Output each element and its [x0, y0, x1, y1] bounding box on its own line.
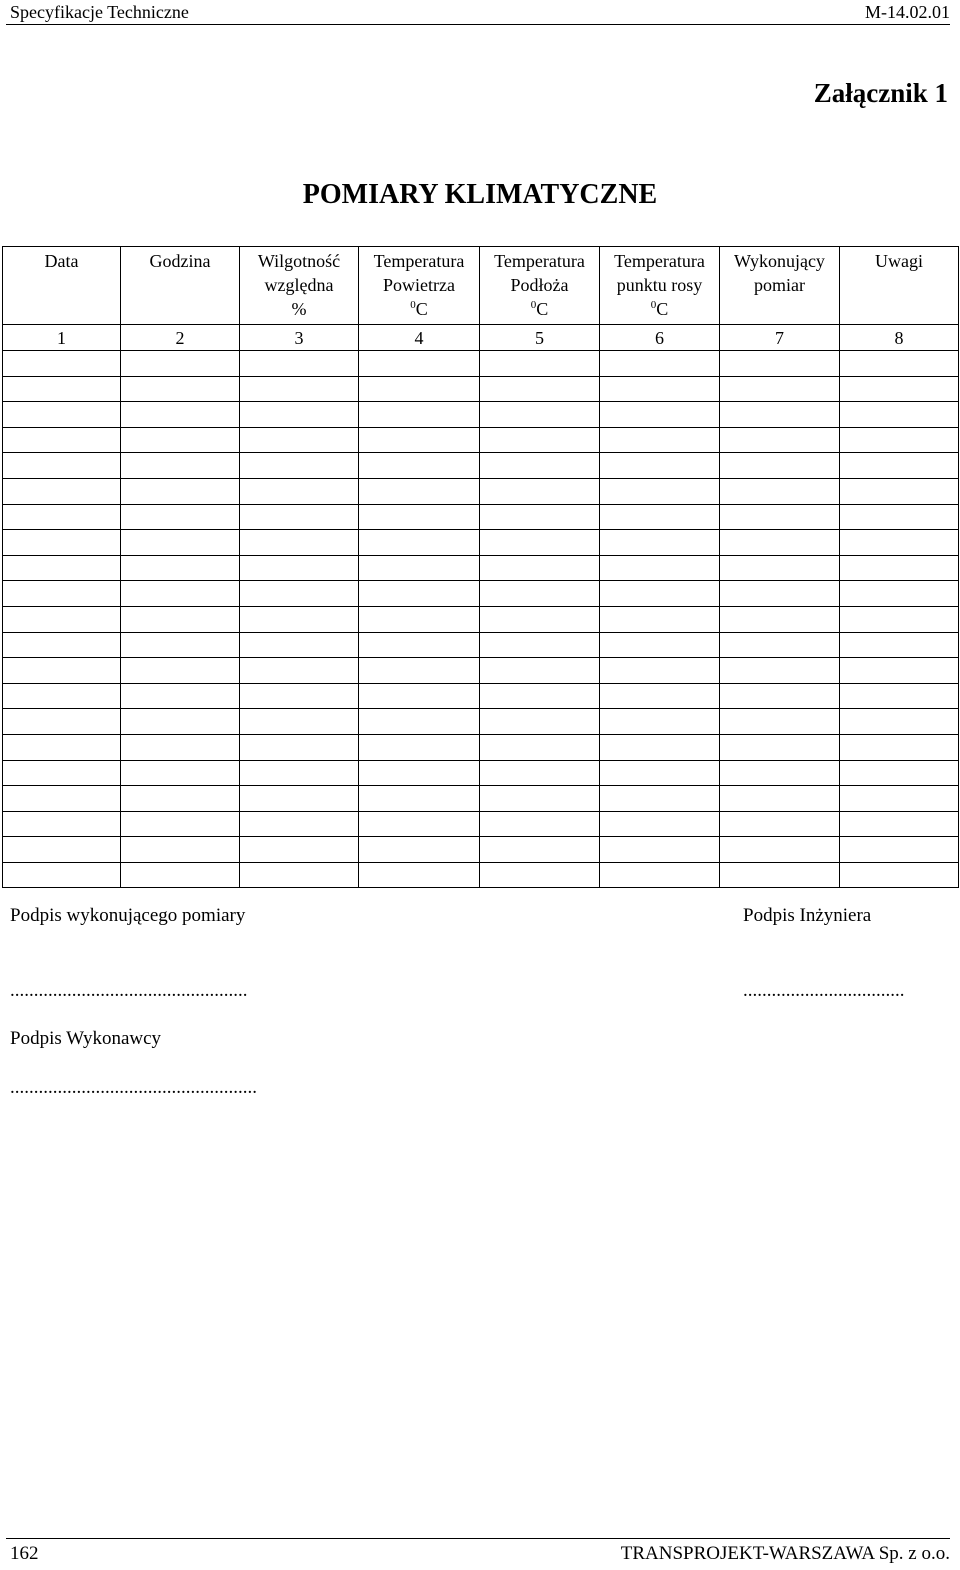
- unit-symbol: C: [656, 299, 669, 319]
- table-cell[interactable]: [3, 709, 121, 735]
- column-header: [359, 247, 480, 325]
- table-row: [3, 453, 959, 479]
- table-row: [3, 581, 959, 607]
- table-cell[interactable]: [240, 709, 359, 735]
- table-row: [3, 504, 959, 530]
- column-header: [3, 247, 121, 325]
- table-cell[interactable]: [480, 811, 600, 837]
- table-cell[interactable]: [840, 351, 959, 377]
- table-cell[interactable]: [480, 453, 600, 479]
- table-cell[interactable]: [359, 811, 480, 837]
- table-cell[interactable]: [359, 453, 480, 479]
- page-header: [6, 0, 950, 25]
- table-cell[interactable]: [121, 478, 240, 504]
- table-cell[interactable]: [3, 530, 121, 556]
- table-cell[interactable]: [480, 478, 600, 504]
- table-row: [3, 530, 959, 556]
- table-cell[interactable]: [840, 734, 959, 760]
- table-row: [3, 811, 959, 837]
- table-row: [3, 709, 959, 735]
- unit-superscript: 0: [650, 299, 657, 311]
- table-cell[interactable]: [359, 658, 480, 684]
- table-cell[interactable]: [480, 760, 600, 786]
- table-cell[interactable]: [121, 351, 240, 377]
- table-cell[interactable]: [359, 581, 480, 607]
- column-number: 5: [480, 325, 600, 351]
- unit-symbol: C: [415, 299, 428, 319]
- table-cell[interactable]: [121, 760, 240, 786]
- table-row: [3, 427, 959, 453]
- table-cell[interactable]: [3, 862, 121, 888]
- table-row: [3, 683, 959, 709]
- table-cell[interactable]: [121, 555, 240, 581]
- column-header-line: Podłoża: [510, 275, 569, 295]
- table-cell[interactable]: [359, 606, 480, 632]
- table-cell[interactable]: [240, 555, 359, 581]
- engineer-signature-line[interactable]: ..................................: [743, 980, 905, 1001]
- table-cell[interactable]: [720, 478, 840, 504]
- table-row: [3, 478, 959, 504]
- column-number-row: [3, 325, 959, 351]
- column-number: 8: [840, 325, 959, 351]
- table-cell[interactable]: [600, 734, 720, 760]
- table-cell[interactable]: [3, 402, 121, 428]
- table-cell[interactable]: [840, 555, 959, 581]
- column-number: 3: [240, 325, 359, 351]
- column-number: 1: [3, 325, 121, 351]
- table-cell[interactable]: [480, 504, 600, 530]
- table-cell[interactable]: [720, 530, 840, 556]
- table-cell[interactable]: [121, 453, 240, 479]
- table-cell[interactable]: [240, 683, 359, 709]
- table-cell[interactable]: [600, 402, 720, 428]
- table-cell[interactable]: [600, 581, 720, 607]
- column-unit: [600, 297, 719, 321]
- table-cell[interactable]: [3, 760, 121, 786]
- header-document-code: M-14.02.01: [865, 2, 950, 22]
- table-cell[interactable]: [240, 837, 359, 863]
- column-number: 4: [359, 325, 480, 351]
- table-cell[interactable]: [480, 581, 600, 607]
- table-cell[interactable]: [480, 402, 600, 428]
- table-cell[interactable]: [600, 453, 720, 479]
- column-header: [840, 247, 959, 325]
- table-cell[interactable]: [359, 862, 480, 888]
- table-cell[interactable]: [480, 658, 600, 684]
- table-row: [3, 402, 959, 428]
- table-cell[interactable]: [480, 606, 600, 632]
- table-row: [3, 734, 959, 760]
- column-header-line: Temperatura: [494, 251, 585, 271]
- table-cell[interactable]: [600, 658, 720, 684]
- column-header-line: Temperatura: [373, 251, 465, 271]
- column-header-line: Wykonujący: [734, 251, 825, 271]
- table-cell[interactable]: [3, 837, 121, 863]
- table-cell[interactable]: [840, 453, 959, 479]
- table-cell[interactable]: [121, 658, 240, 684]
- table-cell[interactable]: [720, 786, 840, 812]
- column-header-line: %: [291, 299, 307, 319]
- table-cell[interactable]: [720, 760, 840, 786]
- table-cell[interactable]: [840, 786, 959, 812]
- table-cell[interactable]: [720, 555, 840, 581]
- table-cell[interactable]: [359, 760, 480, 786]
- table-cell[interactable]: [480, 683, 600, 709]
- table-cell[interactable]: [600, 530, 720, 556]
- table-cell[interactable]: [359, 427, 480, 453]
- table-row: [3, 555, 959, 581]
- table-cell[interactable]: [3, 632, 121, 658]
- table-cell[interactable]: [840, 606, 959, 632]
- table-cell[interactable]: [3, 555, 121, 581]
- table-cell[interactable]: [240, 734, 359, 760]
- column-header: [121, 247, 240, 325]
- table-cell[interactable]: [600, 606, 720, 632]
- table-row: [3, 632, 959, 658]
- table-cell[interactable]: [600, 351, 720, 377]
- header-document-title: Specyfikacje Techniczne: [10, 2, 189, 22]
- table-cell[interactable]: [359, 734, 480, 760]
- table-cell[interactable]: [720, 351, 840, 377]
- table-cell[interactable]: [240, 427, 359, 453]
- column-header-line: Wilgotność: [257, 251, 341, 271]
- table-cell[interactable]: [600, 837, 720, 863]
- column-header-line: Temperatura: [614, 251, 705, 271]
- table-cell[interactable]: [359, 555, 480, 581]
- table-cell[interactable]: [600, 709, 720, 735]
- table-cell[interactable]: [480, 376, 600, 402]
- table-cell[interactable]: [240, 402, 359, 428]
- table-cell[interactable]: [359, 709, 480, 735]
- table-cell[interactable]: [840, 427, 959, 453]
- table-header-row: [3, 247, 959, 325]
- table-cell[interactable]: [720, 606, 840, 632]
- table-cell[interactable]: [480, 632, 600, 658]
- table-cell[interactable]: [240, 862, 359, 888]
- table-row: [3, 862, 959, 888]
- table-cell[interactable]: [720, 658, 840, 684]
- table-cell[interactable]: [720, 427, 840, 453]
- column-number: 2: [121, 325, 240, 351]
- column-header: [720, 247, 840, 325]
- table-cell[interactable]: [720, 376, 840, 402]
- table-row: [3, 351, 959, 377]
- table-cell[interactable]: [840, 376, 959, 402]
- table-row: [3, 606, 959, 632]
- table-cell[interactable]: [240, 376, 359, 402]
- table-cell[interactable]: [121, 427, 240, 453]
- table-cell[interactable]: [240, 530, 359, 556]
- column-unit: [480, 297, 599, 321]
- table-cell[interactable]: [121, 734, 240, 760]
- table-cell[interactable]: [3, 504, 121, 530]
- unit-superscript: 0: [530, 299, 537, 311]
- column-header-line: pomiar: [754, 275, 805, 295]
- table-cell[interactable]: [720, 709, 840, 735]
- table-cell[interactable]: [240, 606, 359, 632]
- table-cell[interactable]: [720, 581, 840, 607]
- table-row: [3, 786, 959, 812]
- table-cell[interactable]: [3, 427, 121, 453]
- table-cell[interactable]: [359, 351, 480, 377]
- table-cell[interactable]: [720, 683, 840, 709]
- table-cell[interactable]: [359, 837, 480, 863]
- table-cell[interactable]: [121, 786, 240, 812]
- table-cell[interactable]: [480, 862, 600, 888]
- table-cell[interactable]: [840, 837, 959, 863]
- table-cell[interactable]: [121, 376, 240, 402]
- engineer-signature-label: Podpis Inżyniera: [743, 905, 872, 926]
- table-cell[interactable]: [359, 683, 480, 709]
- table-cell[interactable]: [600, 504, 720, 530]
- column-unit: [359, 297, 479, 321]
- table-cell[interactable]: [840, 402, 959, 428]
- table-row: [3, 837, 959, 863]
- page-number: 162: [10, 1543, 39, 1564]
- table-cell[interactable]: [840, 504, 959, 530]
- table-cell[interactable]: [240, 351, 359, 377]
- table-cell[interactable]: [121, 581, 240, 607]
- table-cell[interactable]: [600, 786, 720, 812]
- table-cell[interactable]: [600, 632, 720, 658]
- table-cell[interactable]: [480, 786, 600, 812]
- table-cell[interactable]: [840, 683, 959, 709]
- table-cell[interactable]: [121, 606, 240, 632]
- table-cell[interactable]: [240, 632, 359, 658]
- table-cell[interactable]: [600, 760, 720, 786]
- table-cell[interactable]: [3, 683, 121, 709]
- table-cell[interactable]: [480, 555, 600, 581]
- page-title: POMIARY KLIMATYCZNE: [302, 179, 658, 210]
- table-cell[interactable]: [121, 709, 240, 735]
- table-row: [3, 376, 959, 402]
- table-cell[interactable]: [600, 683, 720, 709]
- table-cell[interactable]: [720, 453, 840, 479]
- column-header: [480, 247, 600, 325]
- table-cell[interactable]: [240, 453, 359, 479]
- table-cell[interactable]: [3, 658, 121, 684]
- table-cell[interactable]: [720, 811, 840, 837]
- table-cell[interactable]: [3, 581, 121, 607]
- table-cell[interactable]: [121, 632, 240, 658]
- table-cell[interactable]: [3, 376, 121, 402]
- table-cell[interactable]: [840, 658, 959, 684]
- table-cell[interactable]: [600, 478, 720, 504]
- table-cell[interactable]: [720, 734, 840, 760]
- table-cell[interactable]: [359, 376, 480, 402]
- table-cell[interactable]: [121, 402, 240, 428]
- table-cell[interactable]: [720, 837, 840, 863]
- table-cell[interactable]: [720, 402, 840, 428]
- column-header: [600, 247, 720, 325]
- measurer-signature-label: Podpis wykonującego pomiary: [10, 905, 246, 926]
- table-cell[interactable]: [600, 376, 720, 402]
- table-cell[interactable]: [121, 504, 240, 530]
- table-cell[interactable]: [240, 658, 359, 684]
- table-cell[interactable]: [121, 862, 240, 888]
- measurer-signature-line[interactable]: ..................................................: [10, 980, 248, 1001]
- table-cell[interactable]: [240, 786, 359, 812]
- table-cell[interactable]: [840, 760, 959, 786]
- page-footer: [6, 1538, 950, 1570]
- table-cell[interactable]: [359, 504, 480, 530]
- table-cell[interactable]: [480, 734, 600, 760]
- table-cell[interactable]: [600, 862, 720, 888]
- table-cell[interactable]: [480, 530, 600, 556]
- table-cell[interactable]: [240, 504, 359, 530]
- column-header-line: względna: [264, 275, 334, 295]
- table-cell[interactable]: [840, 632, 959, 658]
- table-cell[interactable]: [840, 811, 959, 837]
- column-header-line: Data: [44, 251, 79, 271]
- table-cell[interactable]: [240, 478, 359, 504]
- table-cell[interactable]: [600, 811, 720, 837]
- column-number: 7: [720, 325, 840, 351]
- table-cell[interactable]: [121, 683, 240, 709]
- table-cell[interactable]: [3, 786, 121, 812]
- table-cell[interactable]: [480, 709, 600, 735]
- annex-label: Załącznik 1: [813, 78, 948, 108]
- table-cell[interactable]: [3, 478, 121, 504]
- unit-symbol: C: [536, 299, 549, 319]
- table-cell[interactable]: [121, 530, 240, 556]
- contractor-signature-label: Podpis Wykonawcy: [10, 1028, 162, 1049]
- contractor-signature-line[interactable]: ....................................................: [10, 1077, 257, 1098]
- table-cell[interactable]: [600, 555, 720, 581]
- column-header-line: punktu rosy: [616, 275, 703, 295]
- table-cell[interactable]: [359, 402, 480, 428]
- table-cell[interactable]: [480, 427, 600, 453]
- table-cell[interactable]: [3, 811, 121, 837]
- table-row: [3, 658, 959, 684]
- table-row: [3, 760, 959, 786]
- table-cell[interactable]: [720, 632, 840, 658]
- footer-company: TRANSPROJEKT-WARSZAWA Sp. z o.o.: [620, 1543, 950, 1564]
- table-cell[interactable]: [720, 504, 840, 530]
- table-cell[interactable]: [240, 760, 359, 786]
- table-cell[interactable]: [600, 427, 720, 453]
- column-header-line: Uwagi: [875, 251, 923, 271]
- table-cell[interactable]: [840, 709, 959, 735]
- column-number: 6: [600, 325, 720, 351]
- table-cell[interactable]: [840, 581, 959, 607]
- table-cell[interactable]: [359, 530, 480, 556]
- column-header: [240, 247, 359, 325]
- unit-superscript: 0: [410, 299, 416, 311]
- table-cell[interactable]: [3, 606, 121, 632]
- measurement-table: [2, 246, 959, 888]
- table-cell[interactable]: [720, 862, 840, 888]
- table-cell[interactable]: [3, 453, 121, 479]
- table-cell[interactable]: [121, 811, 240, 837]
- table-cell[interactable]: [480, 351, 600, 377]
- column-header-line: Godzina: [149, 251, 211, 271]
- table-cell[interactable]: [840, 530, 959, 556]
- table-cell[interactable]: [359, 786, 480, 812]
- table-cell[interactable]: [121, 837, 240, 863]
- table-cell[interactable]: [3, 734, 121, 760]
- table-cell[interactable]: [3, 351, 121, 377]
- table-cell[interactable]: [840, 478, 959, 504]
- table-cell[interactable]: [480, 837, 600, 863]
- table-cell[interactable]: [240, 811, 359, 837]
- table-cell[interactable]: [359, 478, 480, 504]
- table-cell[interactable]: [840, 862, 959, 888]
- table-cell[interactable]: [359, 632, 480, 658]
- column-header-line: Powietrza: [383, 275, 455, 295]
- table-cell[interactable]: [240, 581, 359, 607]
